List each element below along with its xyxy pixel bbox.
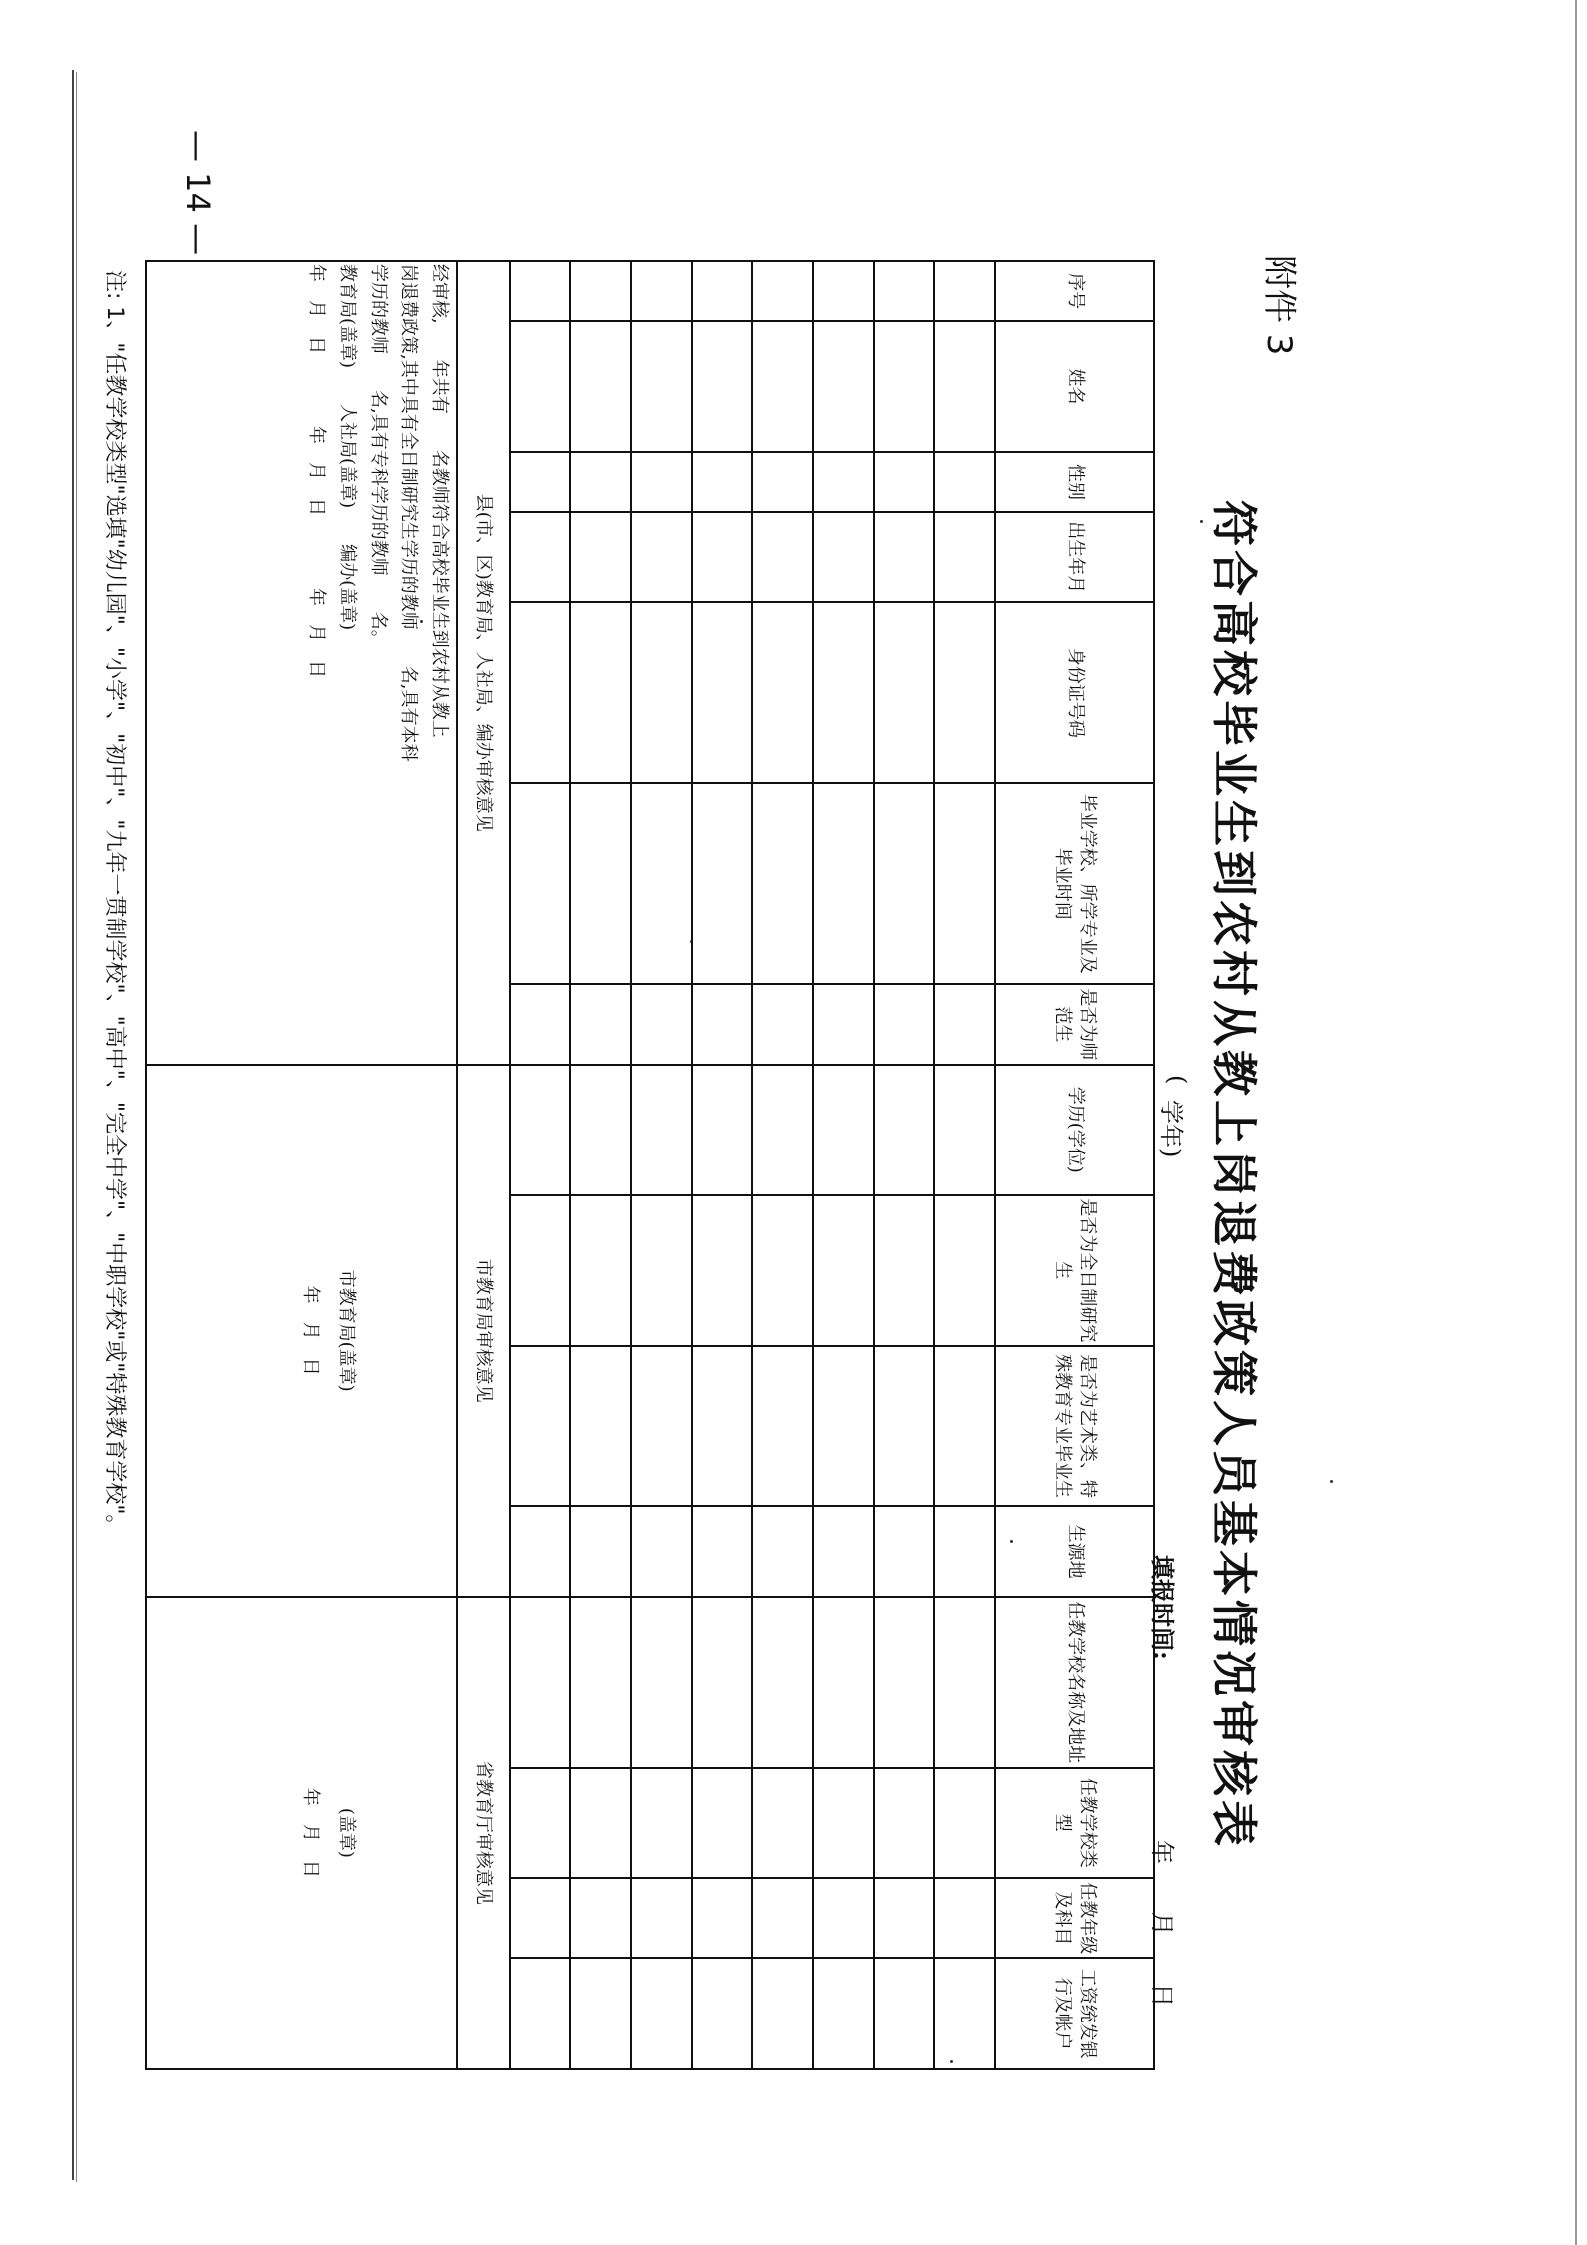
fill-time-date: 年 月 日 bbox=[1148, 1840, 1176, 2008]
city-stamp: 市教育局(盖章) bbox=[335, 1269, 357, 1392]
city-review-header: 市教育局审核意见 bbox=[457, 1065, 510, 1597]
province-review-header: 省教育厅审核意见 bbox=[457, 1597, 510, 2069]
col-header-grade-subject: 任教年级及科目 bbox=[995, 1878, 1154, 1958]
footnote: 注: 1、"任教学校类型"选填"幼儿园"、"小学"、"初中"、"九年一贯制学校"、"高中"、"完全中学"、"中职学校"或"特殊教育学校"。 bbox=[102, 270, 127, 1537]
col-header-school-address: 任教学校名称及地址 bbox=[995, 1597, 1154, 1768]
col-header-birth: 出生年月 bbox=[995, 512, 1154, 602]
county-review-line1: 经审核, 年共有 名教师符合高校毕业生到农村从教上 bbox=[428, 264, 450, 738]
county-dates: 年 月 日 年 月 日 年 月 日 bbox=[306, 264, 328, 678]
header-row bbox=[995, 261, 1154, 2069]
page-title: 符合高校毕业生到农村从教上岗退费政策人员基本情况审核表 bbox=[1207, 500, 1261, 1850]
page-number: — 14 — bbox=[179, 130, 217, 256]
table-row bbox=[692, 261, 753, 2069]
col-header-gender: 性别 bbox=[995, 452, 1154, 512]
county-review-line3: 学历的教师 名,具有专科学历的教师 名。 bbox=[367, 264, 389, 648]
county-review-header: 县(市、区)教育局、人社局、编办审核意见 bbox=[457, 261, 510, 1065]
section-header-row bbox=[457, 261, 510, 2069]
table-row bbox=[874, 261, 935, 2069]
province-date: 年 月 日 bbox=[299, 1787, 321, 1878]
table-row bbox=[934, 261, 995, 2069]
city-date: 年 月 日 bbox=[299, 1285, 321, 1376]
col-header-origin: 生源地 bbox=[995, 1506, 1154, 1596]
academic-year: 学年) bbox=[1157, 1100, 1185, 1158]
signature-row bbox=[146, 261, 457, 2069]
col-header-id-number: 身份证号码 bbox=[995, 602, 1154, 783]
table-row bbox=[510, 261, 571, 2069]
audit-table bbox=[145, 260, 1155, 2070]
col-header-normal-student: 是否为师范生 bbox=[995, 984, 1154, 1064]
col-header-school-major: 毕业学校、所学专业及毕业时间 bbox=[995, 783, 1154, 984]
table-row bbox=[631, 261, 692, 2069]
col-header-index: 序号 bbox=[995, 261, 1154, 321]
province-review-body bbox=[146, 1597, 457, 2069]
province-stamp: (盖章) bbox=[335, 1807, 357, 1858]
col-header-name: 姓名 bbox=[995, 321, 1154, 452]
col-header-school-type: 任教学校类型 bbox=[995, 1768, 1154, 1878]
col-header-art-special: 是否为艺术类、特殊教育专业毕业生 bbox=[995, 1346, 1154, 1507]
county-review-body bbox=[146, 261, 457, 1065]
county-stamps: 教育局(盖章) 人社局(盖章) 编办(盖章) bbox=[337, 264, 359, 631]
attachment-label: 附件 3 bbox=[1259, 255, 1299, 356]
table-row bbox=[752, 261, 813, 2069]
academic-year-open: ( bbox=[1163, 1075, 1191, 1085]
col-header-fulltime-grad: 是否为全日制研究生 bbox=[995, 1195, 1154, 1346]
table-row bbox=[813, 261, 874, 2069]
col-header-education: 学历(学位) bbox=[995, 1065, 1154, 1196]
col-header-bank-account: 工资统发银行及帐户 bbox=[995, 1958, 1154, 2069]
fill-time-label: 填报时间: bbox=[1148, 1555, 1177, 1660]
city-review-body bbox=[146, 1065, 457, 1597]
table-row bbox=[570, 261, 631, 2069]
county-review-line2: 岗退费政策,其中具有全日制研究生学历的教师 名,具有本科 bbox=[398, 264, 420, 762]
